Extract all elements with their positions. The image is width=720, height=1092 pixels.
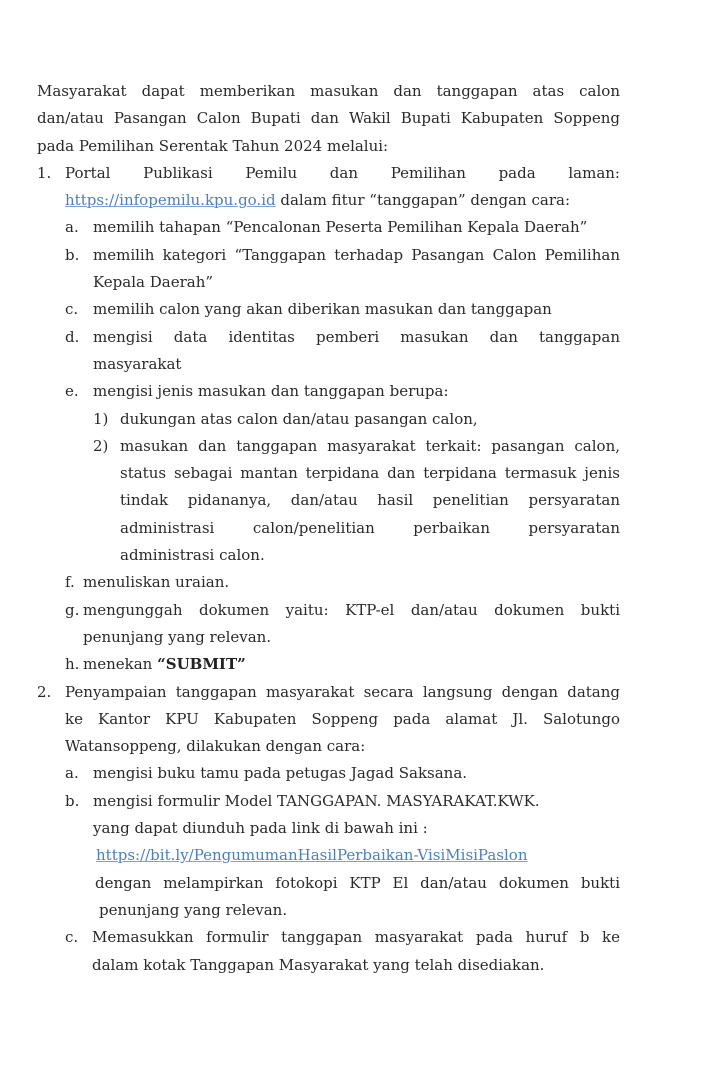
- step-text: menuliskan uraian.: [83, 573, 230, 592]
- step-2b-cont: [37, 870, 620, 897]
- list-label: c.: [65, 300, 79, 319]
- step-2a: [37, 760, 620, 787]
- intro-line-3: [37, 133, 620, 160]
- item-1-text: dalam fitur “tanggapan” dengan cara:: [275, 191, 570, 210]
- item-1-line-2: [37, 187, 620, 214]
- item-2-line-3: [37, 733, 620, 760]
- document-page: [37, 78, 620, 979]
- step-1g: [37, 597, 620, 624]
- intro-text: Masyarakat dapat memberikan masukan dan tanggapan atas calon: [37, 82, 620, 100]
- submit-emphasis: “SUBMIT”: [157, 655, 246, 674]
- step-text: tindak pidananya, dan/atau hasil penelitian persyaratan: [120, 491, 620, 510]
- step-text: mengisi buku tamu pada petugas Jagad Saksana.: [93, 764, 468, 783]
- step-1b-cont: [37, 269, 620, 296]
- step-2b: [37, 788, 620, 815]
- item-2-text: Penyampaian tanggapan masyarakat secara langsung dengan datang: [65, 682, 620, 701]
- list-label: b.: [65, 791, 80, 810]
- list-label: g.: [65, 600, 80, 619]
- step-text: memilih calon yang akan diberikan masukan dan tanggapan: [93, 300, 552, 319]
- step-text: administrasi calon.: [120, 546, 265, 565]
- step-2c: [37, 924, 620, 951]
- step-1e-2-cont: [37, 542, 620, 569]
- list-label: 1): [93, 409, 109, 428]
- step-1e-1: [37, 406, 620, 433]
- step-1e-2-cont: [37, 515, 620, 542]
- step-1e-2-cont: [37, 487, 620, 514]
- step-1a: [37, 214, 620, 241]
- list-label: a.: [65, 218, 79, 237]
- form-download-link[interactable]: https://bit.ly/PengumumanHasilPerbaikan-VisiMisiPaslon: [96, 846, 528, 865]
- list-label: 2): [93, 436, 109, 455]
- step-text: masukan dan tanggapan masyarakat terkait: pasangan calon,: [120, 436, 620, 455]
- step-text: penunjang yang relevan.: [99, 900, 288, 919]
- step-1e: [37, 378, 620, 405]
- step-2c-cont: [37, 952, 620, 979]
- step-1c: [37, 296, 620, 323]
- step-text: administrasi calon/penelitian perbaikan persyaratan: [120, 518, 620, 537]
- intro-line-1: [37, 78, 620, 105]
- intro-text: pada Pemilihan Serentak Tahun 2024 melalui:: [37, 136, 389, 155]
- intro-text: dan/atau Pasangan Calon Bupati dan Wakil Bupati Kabupaten Soppeng: [37, 109, 620, 128]
- step-1d-cont: [37, 351, 620, 378]
- step-text: dalam kotak Tanggapan Masyarakat yang telah disediakan.: [92, 955, 545, 974]
- list-number: 2.: [37, 682, 52, 701]
- step-2b-cont: [37, 897, 620, 924]
- step-1b: [37, 242, 620, 269]
- list-label: b.: [65, 245, 80, 264]
- list-label: h.: [65, 655, 80, 674]
- list-label: e.: [65, 382, 79, 401]
- step-text: status sebagai mantan terpidana dan terpidana termasuk jenis: [120, 464, 620, 483]
- step-text: penunjang yang relevan.: [83, 627, 272, 646]
- step-text: yang dapat diunduh pada link di bawah ini :: [93, 819, 428, 838]
- step-1g-cont: [37, 624, 620, 651]
- step-text: mengisi formulir Model TANGGAPAN. MASYARAKAT.KWK.: [93, 791, 540, 810]
- step-1e-2-cont: [37, 460, 620, 487]
- infopemilu-link[interactable]: https://infopemilu.kpu.go.id: [65, 191, 276, 210]
- step-text: mengisi data identitas pemberi masukan dan tanggapan: [93, 327, 620, 346]
- step-text: masyarakat: [93, 354, 182, 373]
- list-label: f.: [65, 573, 75, 592]
- item-2-text: Watansoppeng, dilakukan dengan cara:: [65, 737, 366, 756]
- step-text: mengunggah dokumen yaitu: KTP-el dan/atau dokumen bukti: [83, 600, 620, 619]
- step-text: menekan: [83, 655, 158, 674]
- step-1f: [37, 569, 620, 596]
- item-1-text: Portal Publikasi Pemilu dan Pemilihan pada laman:: [65, 163, 620, 182]
- step-text: Kepala Daerah”: [93, 273, 214, 292]
- list-label: a.: [65, 764, 79, 783]
- list-label: c.: [65, 928, 79, 947]
- step-text: mengisi jenis masukan dan tanggapan berupa:: [93, 382, 449, 401]
- list-number: 1.: [37, 163, 52, 182]
- step-text: dengan melampirkan fotokopi KTP El dan/atau dokumen bukti: [95, 873, 620, 892]
- intro-line-2: [37, 105, 620, 132]
- item-2-line-1: [37, 679, 620, 706]
- step-2b-link: [37, 842, 620, 869]
- step-text: Memasukkan formulir tanggapan masyarakat pada huruf b ke: [92, 928, 620, 947]
- step-1e-2: [37, 433, 620, 460]
- step-2b-cont: [37, 815, 620, 842]
- item-1-line-1: [37, 160, 620, 187]
- step-text: memilih tahapan “Pencalonan Peserta Pemilihan Kepala Daerah”: [93, 218, 588, 237]
- step-text: memilih kategori “Tanggapan terhadap Pasangan Calon Pemilihan: [93, 245, 620, 264]
- list-label: d.: [65, 327, 80, 346]
- item-2-text: ke Kantor KPU Kabupaten Soppeng pada alamat Jl. Salotungo: [65, 709, 620, 728]
- item-2-line-2: [37, 706, 620, 733]
- step-1d: [37, 324, 620, 351]
- step-text: dukungan atas calon dan/atau pasangan calon,: [120, 409, 478, 428]
- step-1h: [37, 651, 620, 678]
